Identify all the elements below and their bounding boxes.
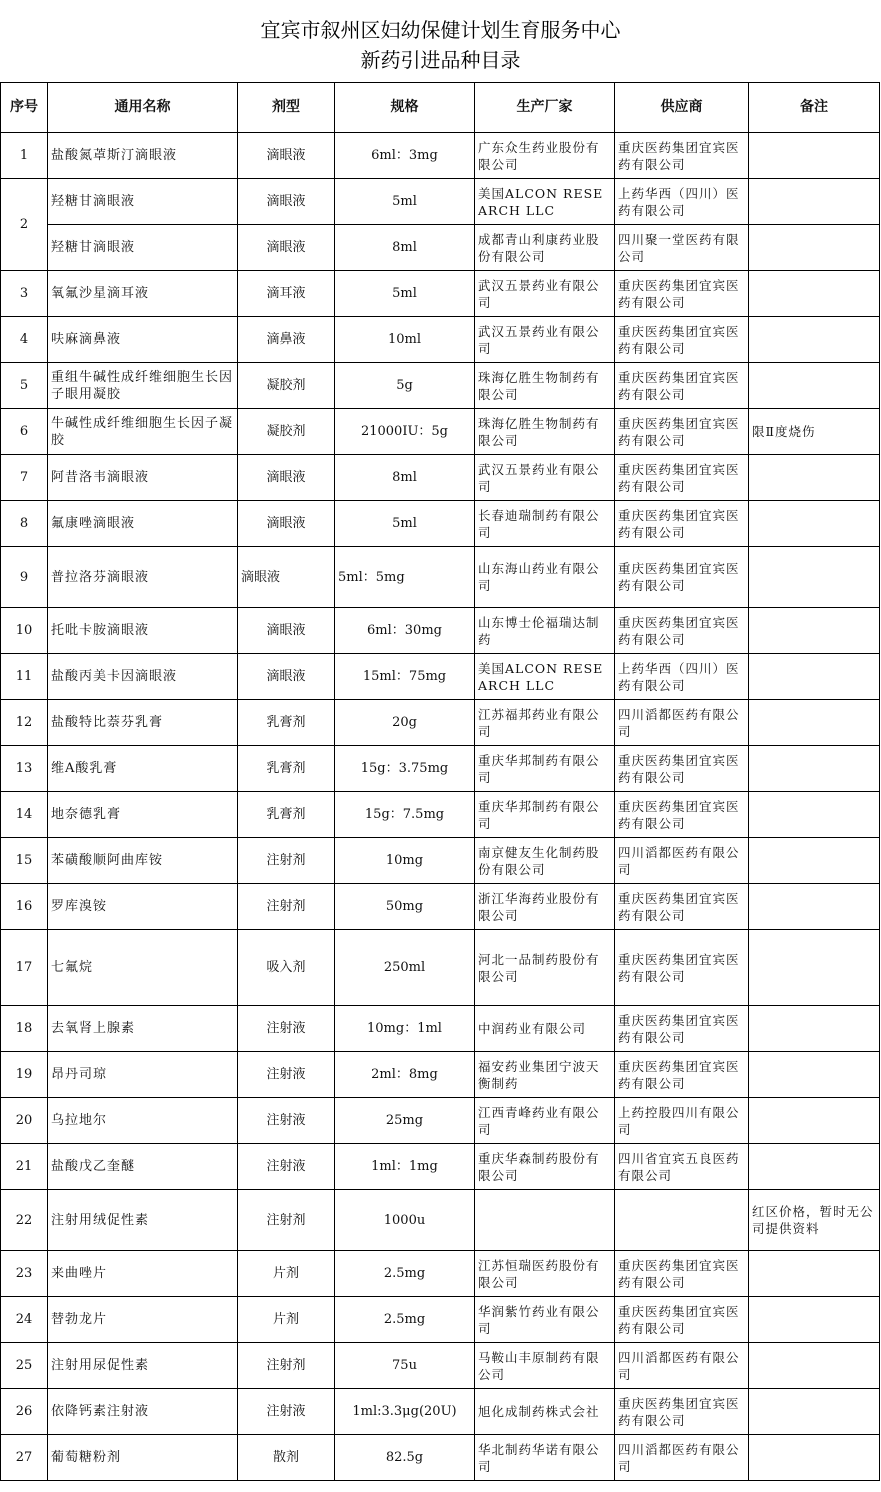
row-number: 18 bbox=[1, 1006, 48, 1052]
row-number: 19 bbox=[1, 1052, 48, 1098]
drug-name: 七氟烷 bbox=[48, 930, 238, 1006]
table-row bbox=[1, 363, 880, 409]
specification: 8ml bbox=[335, 225, 475, 271]
dosage-form: 注射液 bbox=[238, 1006, 335, 1052]
dosage-form: 散剂 bbox=[238, 1435, 335, 1481]
manufacturer: 美国ALCON RESEARCH LLC bbox=[475, 654, 615, 700]
specification: 5ml bbox=[335, 271, 475, 317]
supplier: 重庆医药集团宜宾医药有限公司 bbox=[615, 455, 749, 501]
specification: 1ml：1mg bbox=[335, 1144, 475, 1190]
supplier: 重庆医药集团宜宾医药有限公司 bbox=[615, 1251, 749, 1297]
supplier: 重庆医药集团宜宾医药有限公司 bbox=[615, 930, 749, 1006]
row-number: 17 bbox=[1, 930, 48, 1006]
dosage-form: 滴眼液 bbox=[238, 608, 335, 654]
drug-name: 葡萄糖粉剂 bbox=[48, 1435, 238, 1481]
manufacturer: 山东博士伦福瑞达制药 bbox=[475, 608, 615, 654]
drug-name: 乌拉地尔 bbox=[48, 1098, 238, 1144]
note bbox=[749, 455, 880, 501]
specification: 5ml bbox=[335, 179, 475, 225]
note bbox=[749, 547, 880, 608]
specification: 75u bbox=[335, 1343, 475, 1389]
row-number: 12 bbox=[1, 700, 48, 746]
drug-catalog-table bbox=[0, 82, 880, 1481]
note bbox=[749, 363, 880, 409]
table-row bbox=[1, 1297, 880, 1343]
document-title: 宜宾市叙州区妇幼保健计划生育服务中心 bbox=[260, 18, 621, 42]
manufacturer: 武汉五景药业有限公司 bbox=[475, 455, 615, 501]
drug-name: 牛碱性成纤维细胞生长因子凝胶 bbox=[48, 409, 238, 455]
row-number: 13 bbox=[1, 746, 48, 792]
note bbox=[749, 1098, 880, 1144]
table-row bbox=[1, 700, 880, 746]
row-number: 8 bbox=[1, 501, 48, 547]
table-row bbox=[1, 1006, 880, 1052]
row-number: 10 bbox=[1, 608, 48, 654]
note bbox=[749, 1343, 880, 1389]
header-no: 序号 bbox=[1, 83, 48, 133]
dosage-form: 吸入剂 bbox=[238, 930, 335, 1006]
specification: 10mg bbox=[335, 838, 475, 884]
supplier: 重庆医药集团宜宾医药有限公司 bbox=[615, 133, 749, 179]
manufacturer: 南京健友生化制药股份有限公司 bbox=[475, 838, 615, 884]
row-number: 11 bbox=[1, 654, 48, 700]
drug-name: 注射用尿促性素 bbox=[48, 1343, 238, 1389]
note bbox=[749, 838, 880, 884]
specification: 1000u bbox=[335, 1190, 475, 1251]
table-row bbox=[1, 1435, 880, 1481]
note bbox=[749, 700, 880, 746]
row-number: 23 bbox=[1, 1251, 48, 1297]
note bbox=[749, 133, 880, 179]
table-row bbox=[1, 1190, 880, 1251]
manufacturer: 武汉五景药业有限公司 bbox=[475, 271, 615, 317]
note bbox=[749, 179, 880, 225]
dosage-form: 片剂 bbox=[238, 1297, 335, 1343]
dosage-form: 凝胶剂 bbox=[238, 409, 335, 455]
table-row bbox=[1, 930, 880, 1006]
specification: 2.5mg bbox=[335, 1251, 475, 1297]
dosage-form: 乳膏剂 bbox=[238, 792, 335, 838]
note bbox=[749, 608, 880, 654]
drug-name: 普拉洛芬滴眼液 bbox=[48, 547, 238, 608]
dosage-form: 注射剂 bbox=[238, 1343, 335, 1389]
specification: 25mg bbox=[335, 1098, 475, 1144]
drug-name: 替勃龙片 bbox=[48, 1297, 238, 1343]
note: 红区价格，暂时无公司提供资料 bbox=[749, 1190, 880, 1251]
supplier bbox=[615, 1190, 749, 1251]
table-row bbox=[1, 654, 880, 700]
specification: 15ml：75mg bbox=[335, 654, 475, 700]
manufacturer: 华润紫竹药业有限公司 bbox=[475, 1297, 615, 1343]
header-name: 通用名称 bbox=[48, 83, 238, 133]
supplier: 重庆医药集团宜宾医药有限公司 bbox=[615, 1389, 749, 1435]
table-row bbox=[1, 746, 880, 792]
specification: 5ml bbox=[335, 501, 475, 547]
supplier: 四川滔都医药有限公司 bbox=[615, 1435, 749, 1481]
note bbox=[749, 930, 880, 1006]
dosage-form: 注射液 bbox=[238, 1098, 335, 1144]
note bbox=[749, 1144, 880, 1190]
table-row bbox=[1, 547, 880, 608]
specification: 15g：3.75mg bbox=[335, 746, 475, 792]
table-row bbox=[1, 409, 880, 455]
manufacturer: 美国ALCON RESEARCH LLC bbox=[475, 179, 615, 225]
manufacturer: 华北制药华诺有限公司 bbox=[475, 1435, 615, 1481]
drug-name: 昂丹司琼 bbox=[48, 1052, 238, 1098]
supplier: 重庆医药集团宜宾医药有限公司 bbox=[615, 746, 749, 792]
document-subtitle: 新药引进品种目录 bbox=[360, 48, 521, 72]
header-row bbox=[1, 83, 880, 133]
specification: 50mg bbox=[335, 884, 475, 930]
specification: 82.5g bbox=[335, 1435, 475, 1481]
row-number: 14 bbox=[1, 792, 48, 838]
row-number: 5 bbox=[1, 363, 48, 409]
manufacturer: 浙江华海药业股份有限公司 bbox=[475, 884, 615, 930]
table-row bbox=[1, 317, 880, 363]
supplier: 四川滔都医药有限公司 bbox=[615, 700, 749, 746]
table-row bbox=[1, 1052, 880, 1098]
specification: 8ml bbox=[335, 455, 475, 501]
specification: 6ml：30mg bbox=[335, 608, 475, 654]
manufacturer: 马鞍山丰原制药有限公司 bbox=[475, 1343, 615, 1389]
dosage-form: 乳膏剂 bbox=[238, 746, 335, 792]
manufacturer bbox=[475, 1190, 615, 1251]
manufacturer: 长春迪瑞制药有限公司 bbox=[475, 501, 615, 547]
note bbox=[749, 792, 880, 838]
note bbox=[749, 225, 880, 271]
manufacturer: 江苏恒瑞医药股份有限公司 bbox=[475, 1251, 615, 1297]
specification: 20g bbox=[335, 700, 475, 746]
supplier: 重庆医药集团宜宾医药有限公司 bbox=[615, 608, 749, 654]
table-row bbox=[1, 179, 880, 225]
drug-name: 地奈德乳膏 bbox=[48, 792, 238, 838]
supplier: 重庆医药集团宜宾医药有限公司 bbox=[615, 1052, 749, 1098]
table-row bbox=[1, 1144, 880, 1190]
dosage-form: 滴眼液 bbox=[238, 547, 335, 608]
header-supplier: 供应商 bbox=[615, 83, 749, 133]
row-number: 4 bbox=[1, 317, 48, 363]
manufacturer: 江苏福邦药业有限公司 bbox=[475, 700, 615, 746]
drug-name: 盐酸丙美卡因滴眼液 bbox=[48, 654, 238, 700]
drug-name: 盐酸特比萘芬乳膏 bbox=[48, 700, 238, 746]
drug-name: 来曲唑片 bbox=[48, 1251, 238, 1297]
drug-name: 氟康唑滴眼液 bbox=[48, 501, 238, 547]
note bbox=[749, 1297, 880, 1343]
drug-name: 盐酸戊乙奎醚 bbox=[48, 1144, 238, 1190]
note bbox=[749, 1052, 880, 1098]
manufacturer: 珠海亿胜生物制药有限公司 bbox=[475, 363, 615, 409]
table-row bbox=[1, 271, 880, 317]
specification: 2ml：8mg bbox=[335, 1052, 475, 1098]
row-number: 22 bbox=[1, 1190, 48, 1251]
dosage-form: 注射液 bbox=[238, 1052, 335, 1098]
table-row bbox=[1, 838, 880, 884]
drug-name: 罗库溴铵 bbox=[48, 884, 238, 930]
dosage-form: 滴眼液 bbox=[238, 455, 335, 501]
note bbox=[749, 1389, 880, 1435]
manufacturer: 河北一品制药股份有限公司 bbox=[475, 930, 615, 1006]
row-number: 16 bbox=[1, 884, 48, 930]
row-number: 6 bbox=[1, 409, 48, 455]
note bbox=[749, 884, 880, 930]
drug-name: 注射用绒促性素 bbox=[48, 1190, 238, 1251]
dosage-form: 凝胶剂 bbox=[238, 363, 335, 409]
drug-name: 去氧肾上腺素 bbox=[48, 1006, 238, 1052]
drug-name: 维A酸乳膏 bbox=[48, 746, 238, 792]
note bbox=[749, 1251, 880, 1297]
supplier: 四川省宜宾五良医药有限公司 bbox=[615, 1144, 749, 1190]
table-row bbox=[1, 1343, 880, 1389]
supplier: 重庆医药集团宜宾医药有限公司 bbox=[615, 409, 749, 455]
row-number: 7 bbox=[1, 455, 48, 501]
drug-name: 阿昔洛韦滴眼液 bbox=[48, 455, 238, 501]
specification: 250ml bbox=[335, 930, 475, 1006]
dosage-form: 滴眼液 bbox=[238, 179, 335, 225]
row-number: 20 bbox=[1, 1098, 48, 1144]
note bbox=[749, 1435, 880, 1481]
manufacturer: 福安药业集团宁波天衡制药 bbox=[475, 1052, 615, 1098]
supplier: 重庆医药集团宜宾医药有限公司 bbox=[615, 271, 749, 317]
supplier: 上药华西（四川）医药有限公司 bbox=[615, 179, 749, 225]
supplier: 重庆医药集团宜宾医药有限公司 bbox=[615, 1006, 749, 1052]
manufacturer: 广东众生药业股份有限公司 bbox=[475, 133, 615, 179]
table-row bbox=[1, 792, 880, 838]
manufacturer: 中润药业有限公司 bbox=[475, 1006, 615, 1052]
dosage-form: 滴眼液 bbox=[238, 133, 335, 179]
manufacturer: 重庆华邦制药有限公司 bbox=[475, 792, 615, 838]
drug-name: 羟糖甘滴眼液 bbox=[48, 225, 238, 271]
dosage-form: 片剂 bbox=[238, 1251, 335, 1297]
dosage-form: 滴眼液 bbox=[238, 654, 335, 700]
note bbox=[749, 1006, 880, 1052]
supplier: 重庆医药集团宜宾医药有限公司 bbox=[615, 317, 749, 363]
note bbox=[749, 654, 880, 700]
manufacturer: 珠海亿胜生物制药有限公司 bbox=[475, 409, 615, 455]
drug-name: 托吡卡胺滴眼液 bbox=[48, 608, 238, 654]
row-number: 21 bbox=[1, 1144, 48, 1190]
supplier: 重庆医药集团宜宾医药有限公司 bbox=[615, 501, 749, 547]
manufacturer: 旭化成制药株式会社 bbox=[475, 1389, 615, 1435]
supplier: 上药华西（四川）医药有限公司 bbox=[615, 654, 749, 700]
note bbox=[749, 271, 880, 317]
manufacturer: 重庆华森制药股份有限公司 bbox=[475, 1144, 615, 1190]
supplier: 四川聚一堂医药有限公司 bbox=[615, 225, 749, 271]
table-row bbox=[1, 884, 880, 930]
supplier: 四川滔都医药有限公司 bbox=[615, 838, 749, 884]
drug-name: 羟糖甘滴眼液 bbox=[48, 179, 238, 225]
manufacturer: 重庆华邦制药有限公司 bbox=[475, 746, 615, 792]
drug-name: 氧氟沙星滴耳液 bbox=[48, 271, 238, 317]
manufacturer: 江西青峰药业有限公司 bbox=[475, 1098, 615, 1144]
drug-name: 依降钙素注射液 bbox=[48, 1389, 238, 1435]
row-number: 2 bbox=[1, 179, 48, 271]
specification: 10ml bbox=[335, 317, 475, 363]
specification: 5g bbox=[335, 363, 475, 409]
row-number: 1 bbox=[1, 133, 48, 179]
dosage-form: 滴耳液 bbox=[238, 271, 335, 317]
table-row bbox=[1, 501, 880, 547]
dosage-form: 注射液 bbox=[238, 1144, 335, 1190]
header-note: 备注 bbox=[749, 83, 880, 133]
table-row bbox=[1, 1098, 880, 1144]
header-manufacturer: 生产厂家 bbox=[475, 83, 615, 133]
manufacturer: 成都青山利康药业股份有限公司 bbox=[475, 225, 615, 271]
drug-name: 盐酸氮䓬斯汀滴眼液 bbox=[48, 133, 238, 179]
dosage-form: 滴眼液 bbox=[238, 501, 335, 547]
table-row bbox=[1, 1251, 880, 1297]
note: 限Ⅱ度烧伤 bbox=[749, 409, 880, 455]
row-number: 24 bbox=[1, 1297, 48, 1343]
row-number: 27 bbox=[1, 1435, 48, 1481]
supplier: 上药控股四川有限公司 bbox=[615, 1098, 749, 1144]
manufacturer: 山东海山药业有限公司 bbox=[475, 547, 615, 608]
supplier: 四川滔都医药有限公司 bbox=[615, 1343, 749, 1389]
drug-name: 苯磺酸顺阿曲库铵 bbox=[48, 838, 238, 884]
dosage-form: 注射剂 bbox=[238, 838, 335, 884]
table-row bbox=[1, 225, 880, 271]
row-number: 3 bbox=[1, 271, 48, 317]
table-row bbox=[1, 133, 880, 179]
table-row bbox=[1, 1389, 880, 1435]
row-number: 9 bbox=[1, 547, 48, 608]
header-form: 剂型 bbox=[238, 83, 335, 133]
specification: 5ml：5mg bbox=[335, 547, 475, 608]
row-number: 26 bbox=[1, 1389, 48, 1435]
specification: 15g：7.5mg bbox=[335, 792, 475, 838]
dosage-form: 注射剂 bbox=[238, 1190, 335, 1251]
dosage-form: 乳膏剂 bbox=[238, 700, 335, 746]
dosage-form: 滴眼液 bbox=[238, 225, 335, 271]
row-number: 15 bbox=[1, 838, 48, 884]
specification: 1ml:3.3μg(20U) bbox=[335, 1389, 475, 1435]
specification: 6ml：3mg bbox=[335, 133, 475, 179]
header-spec: 规格 bbox=[335, 83, 475, 133]
note bbox=[749, 317, 880, 363]
specification: 21000IU：5g bbox=[335, 409, 475, 455]
note bbox=[749, 746, 880, 792]
table-row bbox=[1, 455, 880, 501]
specification: 10mg：1ml bbox=[335, 1006, 475, 1052]
dosage-form: 注射剂 bbox=[238, 884, 335, 930]
supplier: 重庆医药集团宜宾医药有限公司 bbox=[615, 792, 749, 838]
supplier: 重庆医药集团宜宾医药有限公司 bbox=[615, 363, 749, 409]
specification: 2.5mg bbox=[335, 1297, 475, 1343]
note bbox=[749, 501, 880, 547]
drug-name: 呋麻滴鼻液 bbox=[48, 317, 238, 363]
dosage-form: 滴鼻液 bbox=[238, 317, 335, 363]
row-number: 25 bbox=[1, 1343, 48, 1389]
table-row bbox=[1, 608, 880, 654]
manufacturer: 武汉五景药业有限公司 bbox=[475, 317, 615, 363]
drug-name: 重组牛碱性成纤维细胞生长因子眼用凝胶 bbox=[48, 363, 238, 409]
dosage-form: 注射液 bbox=[238, 1389, 335, 1435]
supplier: 重庆医药集团宜宾医药有限公司 bbox=[615, 547, 749, 608]
supplier: 重庆医药集团宜宾医药有限公司 bbox=[615, 1297, 749, 1343]
supplier: 重庆医药集团宜宾医药有限公司 bbox=[615, 884, 749, 930]
